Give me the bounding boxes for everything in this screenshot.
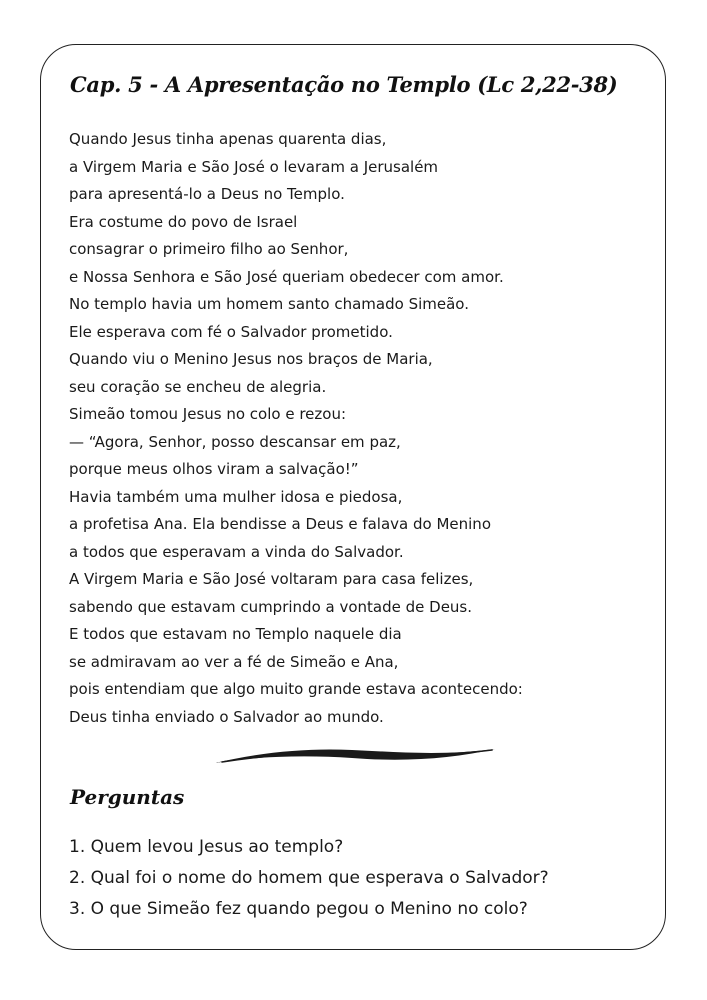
story-line: A Virgem Maria e São José voltaram para casa felizes, bbox=[69, 570, 474, 588]
question-item: 2. Qual foi o nome do homem que esperava o Salvador? bbox=[69, 868, 549, 888]
story-line: e Nossa Senhora e São José queriam obedecer com amor. bbox=[69, 267, 504, 286]
story-line: seu coração se encheu de alegria. bbox=[69, 377, 327, 396]
questions-heading: Perguntas bbox=[70, 785, 185, 809]
story-line: pois entendiam que algo muito grande estava acontecendo: bbox=[69, 680, 523, 698]
story-line: — “Agora, Senhor, posso descansar em paz, bbox=[69, 432, 401, 451]
story-line: para apresentá-lo a Deus no Templo. bbox=[69, 185, 345, 203]
story-line: Quando viu o Menino Jesus nos braços de Maria, bbox=[69, 350, 433, 368]
chapter-title: Cap. 5 - A Apresentação no Templo (Lc 2,22-38) bbox=[70, 72, 618, 97]
question-item: 1. Quem levou Jesus ao templo? bbox=[69, 837, 344, 857]
story-line: Ele esperava com fé o Salvador prometido. bbox=[69, 322, 393, 341]
story-line: Havia também uma mulher idosa e piedosa, bbox=[69, 487, 403, 506]
story-line: porque meus olhos viram a salvação!” bbox=[69, 460, 359, 478]
story-line: a todos que esperavam a vinda do Salvador. bbox=[69, 542, 404, 561]
questions-list bbox=[69, 832, 659, 925]
story-line: sabendo que estavam cumprindo a vontade de Deus. bbox=[69, 597, 473, 616]
story-line: Quando Jesus tinha apenas quarenta dias, bbox=[69, 130, 387, 148]
story-line: a profetisa Ana. Ela bendisse a Deus e falava do Menino bbox=[69, 515, 491, 533]
story-line: a Virgem Maria e São José o levaram a Jerusalém bbox=[69, 157, 439, 176]
brush-stroke-divider bbox=[212, 744, 498, 770]
story-line: No templo havia um homem santo chamado Simeão. bbox=[69, 295, 469, 313]
story-text bbox=[69, 126, 659, 731]
story-line: Era costume do povo de Israel bbox=[69, 212, 298, 231]
question-item: 3. O que Simeão fez quando pegou o Menino no colo? bbox=[69, 899, 528, 919]
story-line: consagrar o primeiro filho ao Senhor, bbox=[69, 240, 349, 258]
story-line: se admiravam ao ver a fé de Simeão e Ana, bbox=[69, 652, 399, 671]
story-line: E todos que estavam no Templo naquele dia bbox=[69, 625, 402, 643]
story-line: Deus tinha enviado o Salvador ao mundo. bbox=[69, 707, 384, 726]
story-line: Simeão tomou Jesus no colo e rezou: bbox=[69, 405, 347, 423]
